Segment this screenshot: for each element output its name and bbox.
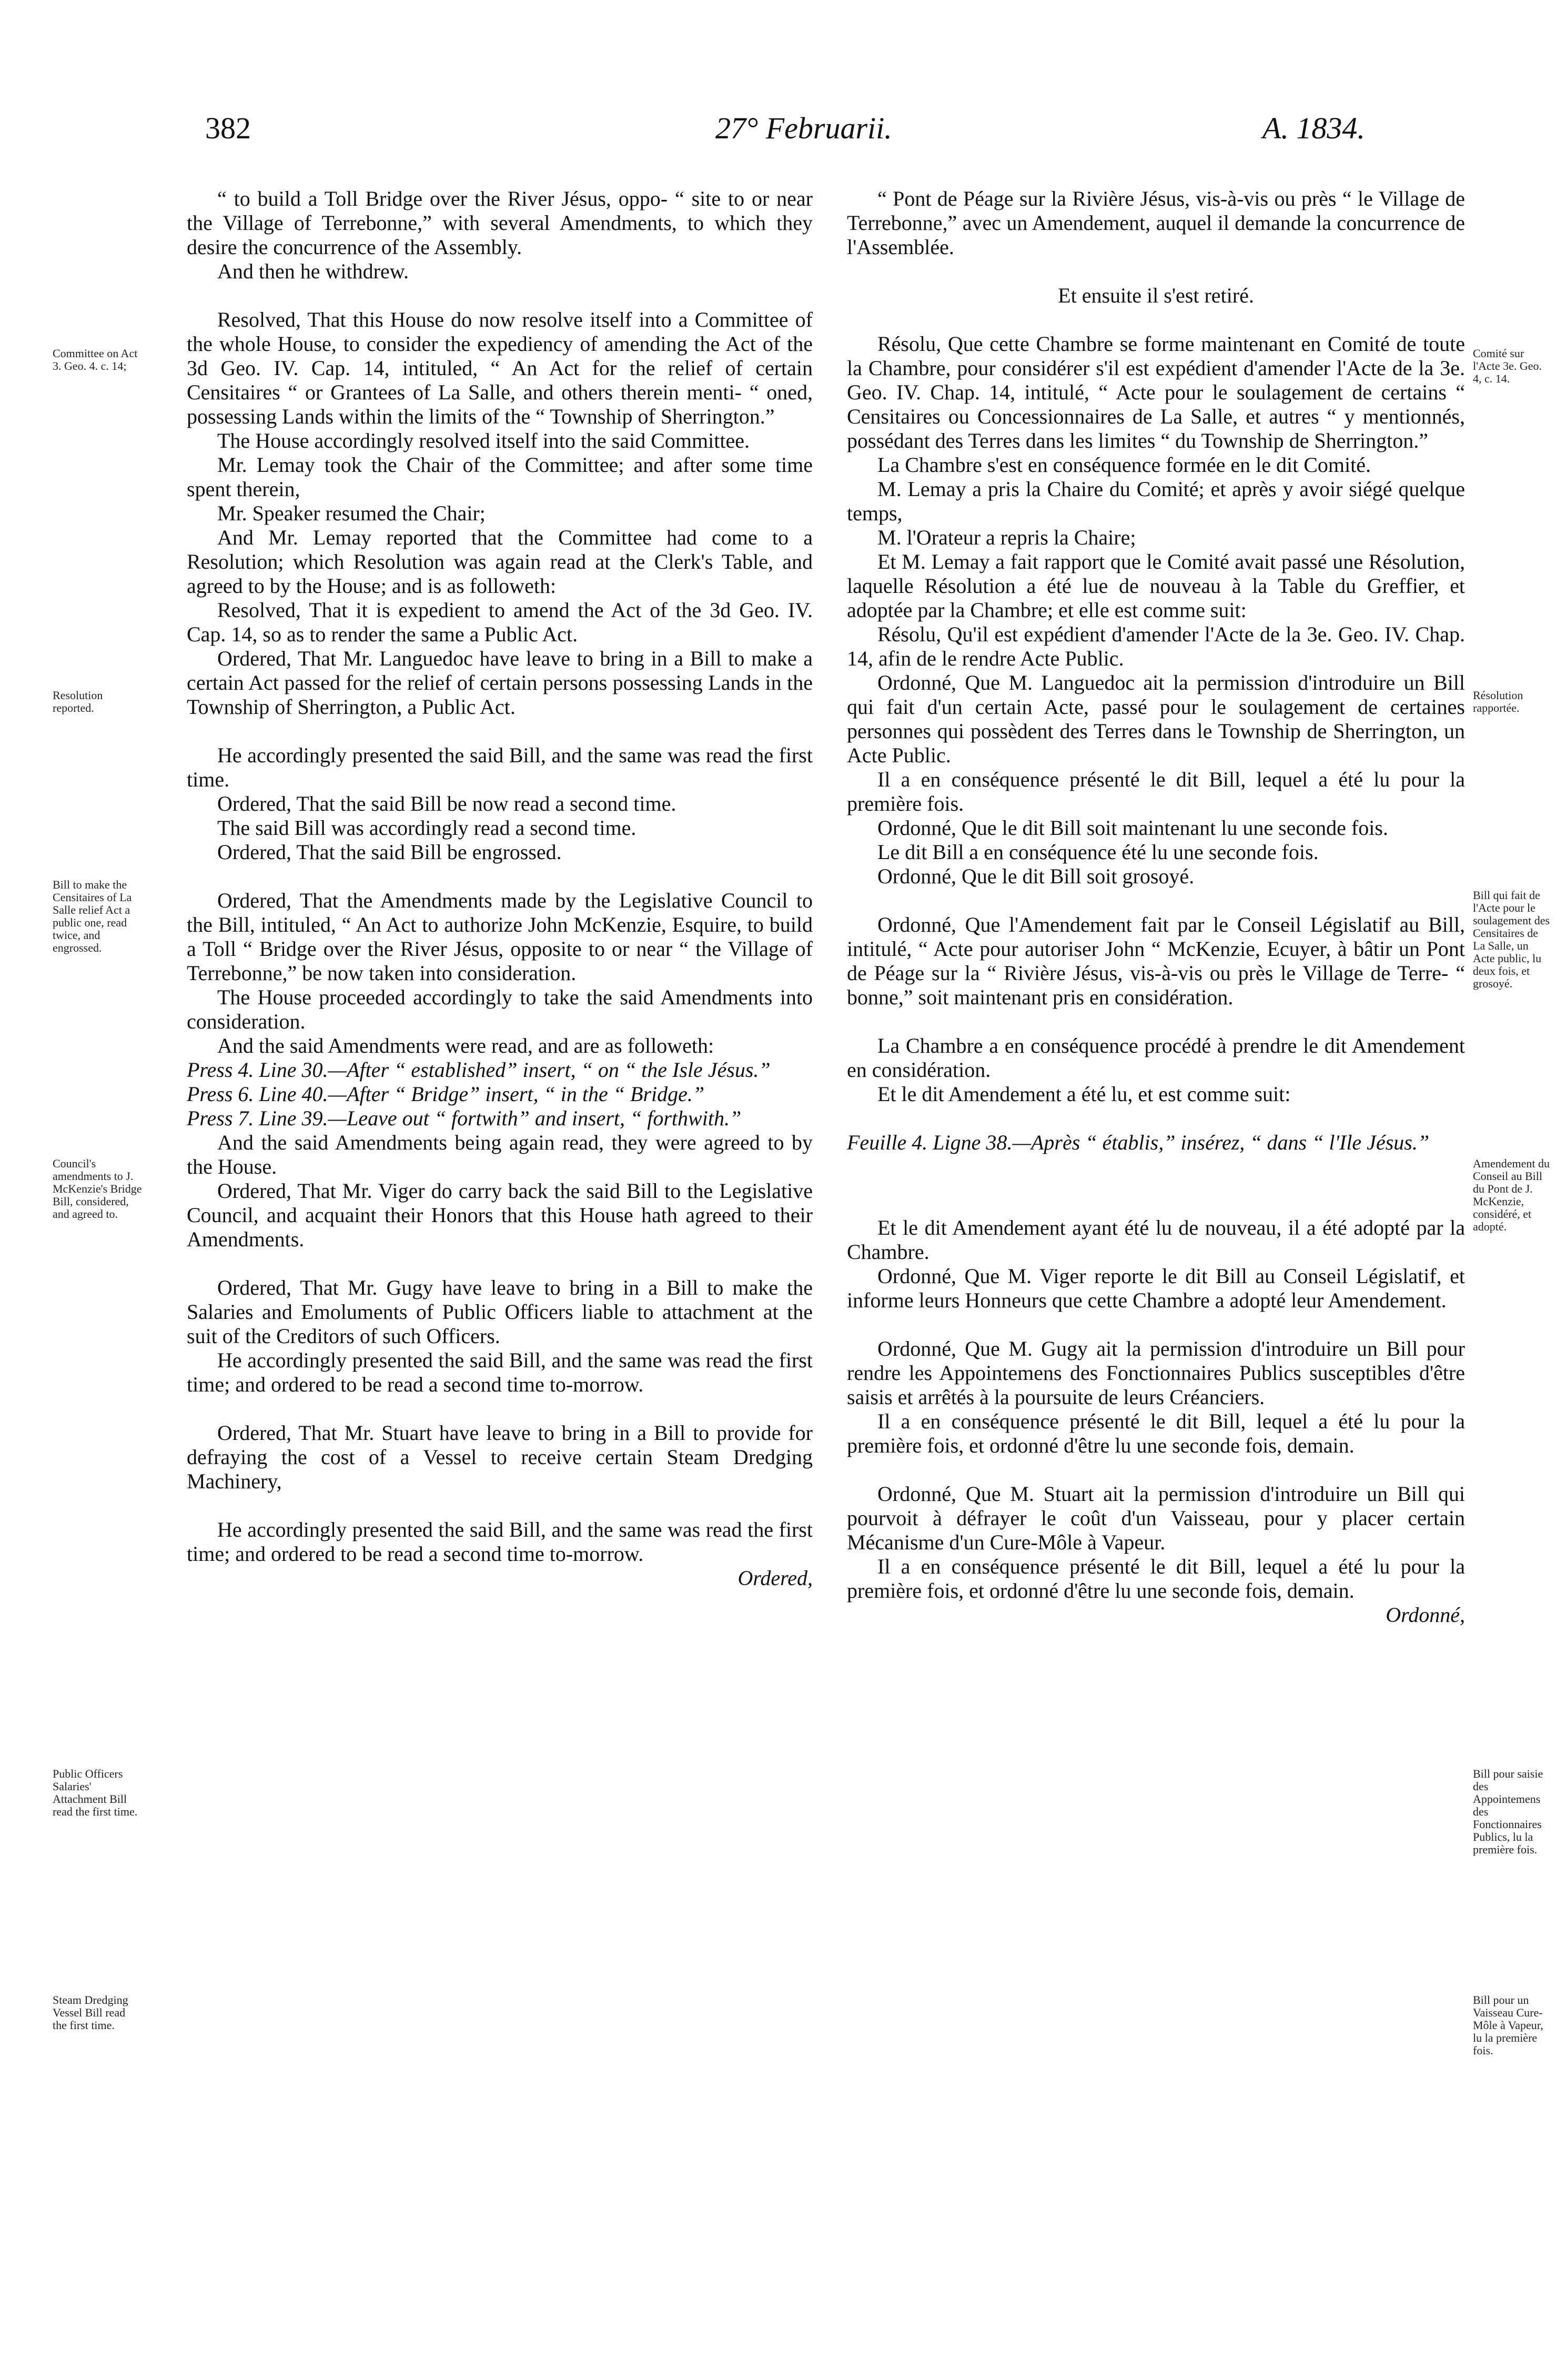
paragraph: The said Bill was accordingly read a second time. [217,816,636,840]
paragraph: La Chambre a en conséquence procédé à prendre le dit Amendement en considération. [847,1034,1465,1082]
amendment-line: Press 4. Line 30.—After “ established” insert, “ on “ the Isle Jésus.” [187,1058,771,1082]
margin-note-left: Council's amendments to J. McKenzie's Bridge Bill, considered, and agreed to. [53,1157,142,1221]
margin-note-right: Bill pour saisie des Appointemens des Fonctionnaires Publics, lu la première fois. [1473,1767,1543,1856]
paragraph: Il a en conséquence présenté le dit Bill, lequel a été lu pour la première fois, et ordonné d'être lu une seconde fois, demain. [847,1555,1465,1602]
paragraph: He accordingly presented the said Bill, and the same was read the first time; and ordered to be read a second time to-morrow. [187,1518,813,1566]
paragraph: And Mr. Lemay reported that the Committee had come to a Resolution; which Resolution was again read at the Clerk's Table, and agreed to by the House; and is as followeth: [187,526,813,598]
margin-note-left: Public Officers Salaries' Attachment Bill read the first time. [53,1767,138,1818]
margin-note-right: Bill pour un Vaisseau Cure-Môle à Vapeur, lu la première fois. [1473,1993,1543,2057]
page-year: A. 1834. [1262,111,1365,145]
paragraph: Ordered, That Mr. Stuart have leave to bring in a Bill to provide for defraying the cost of a Vessel to receive certain Steam Dredging Machinery, [187,1421,813,1493]
page-date: 27° Februarii. [715,111,892,145]
paragraph: Ordered, That the Amendments made by the Legislative Council to the Bill, intituled, “ An Act to authorize John McKenzie, Esquire, to build a Toll “ Bridge over the River Jésus, opposite to or near “ the Village of Terrebonne,” be now taken into consideration. [187,889,813,985]
paragraph: Ordonné, Que M. Viger reporte le dit Bill au Conseil Législatif, et informe leurs Honneurs que cette Chambre a adopté leur Amendement. [847,1264,1465,1312]
paragraph: Résolu, Que cette Chambre se forme maintenant en Comité de toute la Chambre, pour considérer s'il est expédient d'amender l'Acte de la 3e. Geo. IV. Chap. 14, intitulé, “ Acte pour le soulagement de certains “ Censitaires ou Concessionnaires de La Salle, et autres “ y mentionnés, possédant des Terres dans les limites “ du Township de Sherrington.” [847,332,1465,452]
page-number: 382 [205,111,251,145]
paragraph: Et le dit Amendement ayant été lu de nouveau, il a été adopté par la Chambre. [847,1216,1465,1264]
paragraph: M. Lemay a pris la Chaire du Comité; et après y avoir siégé quelque temps, [847,477,1465,525]
paragraph: And then he withdrew. [217,259,409,283]
margin-note-left: Committee on Act 3. Geo. 4. c. 14; [53,347,138,372]
paragraph: “ Pont de Péage sur la Rivière Jésus, vis-à-vis ou près “ le Village de Terrebonne,” avec un Amendement, auquel il demande la concurrence de l'Assemblée. [847,187,1465,259]
english-column [187,187,813,1590]
paragraph: Ordered, That the said Bill be now read a second time. [217,792,676,815]
margin-note-left: Steam Dredging Vessel Bill read the first time. [53,1993,128,2032]
paragraph: M. l'Orateur a repris la Chaire; [877,526,1136,549]
paragraph: Ordonné, Que l'Amendement fait par le Conseil Législatif au Bill, intitulé, “ Acte pour autoriser John “ McKenzie, Ecuyer, à bâtir un Pont de Péage sur la “ Rivière Jésus, vis-à-vis ou près le Village de Terre- “ bonne,” soit maintenant pris en considération. [847,913,1465,1009]
french-column [847,187,1465,1627]
paragraph: Ordonné, Que M. Gugy ait la permission d'introduire un Bill pour rendre les Appointemens des Fonctionnaires Publics susceptibles d'être saisis et arrêtés à la poursuite de leurs Créanciers. [847,1337,1465,1409]
amendment-line: Press 6. Line 40.—After “ Bridge” insert, “ in the “ Bridge.” [187,1082,705,1106]
paragraph: Et ensuite il s'est retiré. [1058,284,1254,307]
paragraph: Ordonné, Que M. Stuart ait la permission d'introduire un Bill qui pourvoit à défrayer le coût d'un Vaisseau, pour y placer certain Mécanisme d'un Cure-Môle à Vapeur. [847,1482,1465,1554]
margin-note-right: Comité sur l'Acte 3e. Geo. 4, c. 14. [1473,347,1542,385]
amendment-line: Press 7. Line 39.—Leave out “ fortwith” and insert, “ forthwith.” [187,1106,742,1130]
paragraph: Mr. Lemay took the Chair of the Committee; and after some time spent therein, [187,453,813,501]
paragraph: Ordonné, Que M. Languedoc ait la permission d'introduire un Bill qui fait d'un certain Acte, passé pour le soulagement de certaines personnes qui possèdent des Terres dans le Township de Sherrington, un Acte Public. [847,671,1465,767]
paragraph: Ordered, That the said Bill be engrossed. [217,840,562,864]
paragraph: Et M. Lemay a fait rapport que le Comité avait passé une Résolution, laquelle Résolution a été lue de nouveau à la Table du Greffier, et adoptée par la Chambre; et elle est comme suit: [847,550,1465,622]
paragraph: The House accordingly resolved itself into the said Committee. [217,429,750,452]
paragraph: Résolu, Qu'il est expédient d'amender l'Acte de la 3e. Geo. IV. Chap. 14, afin de le rendre Acte Public. [847,622,1465,670]
paragraph: Mr. Speaker resumed the Chair; [217,501,486,525]
paragraph: Et le dit Amendement a été lu, et est comme suit: [877,1082,1291,1106]
paragraph: “ to build a Toll Bridge over the River Jésus, oppo- “ site to or near the Village of Terrebonne,” with several Amendments, to which they desire the concurrence of the Assembly. [187,187,813,259]
paragraph: He accordingly presented the said Bill, and the same was read the first time; and ordered to be read a second time to-morrow. [187,1348,813,1396]
paragraph: He accordingly presented the said Bill, and the same was read the first time. [187,743,813,791]
paragraph: And the said Amendments were read, and are as followeth: [217,1034,714,1057]
margin-note-right: Bill qui fait de l'Acte pour le soulagement des Censitaires de La Salle, un Acte public, lu deux fois, et grosoyé. [1473,889,1550,990]
paragraph: La Chambre s'est en conséquence formée en le dit Comité. [877,453,1371,477]
margin-note-right: Résolution rapportée. [1473,689,1523,714]
margin-note-right: Amendement du Conseil au Bill du Pont de J. McKenzie, considéré, et adopté. [1473,1157,1550,1233]
paragraph: Ordered, That Mr. Viger do carry back the said Bill to the Legislative Council, and acquaint their Honors that this House hath agreed to their Amendments. [187,1179,813,1251]
paragraph: Ordered, That Mr. Languedoc have leave to bring in a Bill to make a certain Act passed for the relief of certain persons possessing Lands in the Township of Sherrington, a Public Act. [187,647,813,719]
paragraph: The House proceeded accordingly to take the said Amendments into consideration. [187,985,813,1033]
paragraph: Ordonné, Que le dit Bill soit maintenant lu une seconde fois. [877,816,1388,840]
paragraph: And the said Amendments being again read, they were agreed to by the House. [187,1131,813,1178]
paragraph: Resolved, That it is expedient to amend the Act of the 3d Geo. IV. Cap. 14, so as to render the same a Public Act. [187,598,813,646]
paragraph: Ordonné, Que le dit Bill soit grosoyé. [877,864,1195,888]
paragraph: Le dit Bill a en conséquence été lu une seconde fois. [877,840,1319,864]
margin-note-left: Bill to make the Censitaires of La Salle relief Act a public one, read twice, and engrossed. [53,878,132,954]
amendment-line: Feuille 4. Ligne 38.—Après “ établis,” insérez, “ dans “ l'Ile Jésus.” [847,1131,1430,1154]
paragraph: Il a en conséquence présenté le dit Bill, lequel a été lu pour la première fois. [847,768,1465,815]
catchword: Ordonné, [1386,1603,1465,1627]
margin-note-left: Resolution reported. [53,689,103,714]
paragraph: Ordered, That Mr. Gugy have leave to bring in a Bill to make the Salaries and Emoluments of Public Officers liable to attachment at the suit of the Creditors of such Officers. [187,1276,813,1348]
paragraph: Resolved, That this House do now resolve itself into a Committee of the whole House, to consider the expediency of amending the Act of the 3d Geo. IV. Cap. 14, intituled, “ An Act for the relief of certain Censitaires “ or Grantees of La Salle, and others therein menti- “ oned, possessing Lands within the limits of the “ Township of Sherrington.” [187,308,813,428]
paragraph: Il a en conséquence présenté le dit Bill, lequel a été lu pour la première fois, et ordonné d'être lu une seconde fois, demain. [847,1409,1465,1457]
catchword: Ordered, [737,1566,813,1590]
